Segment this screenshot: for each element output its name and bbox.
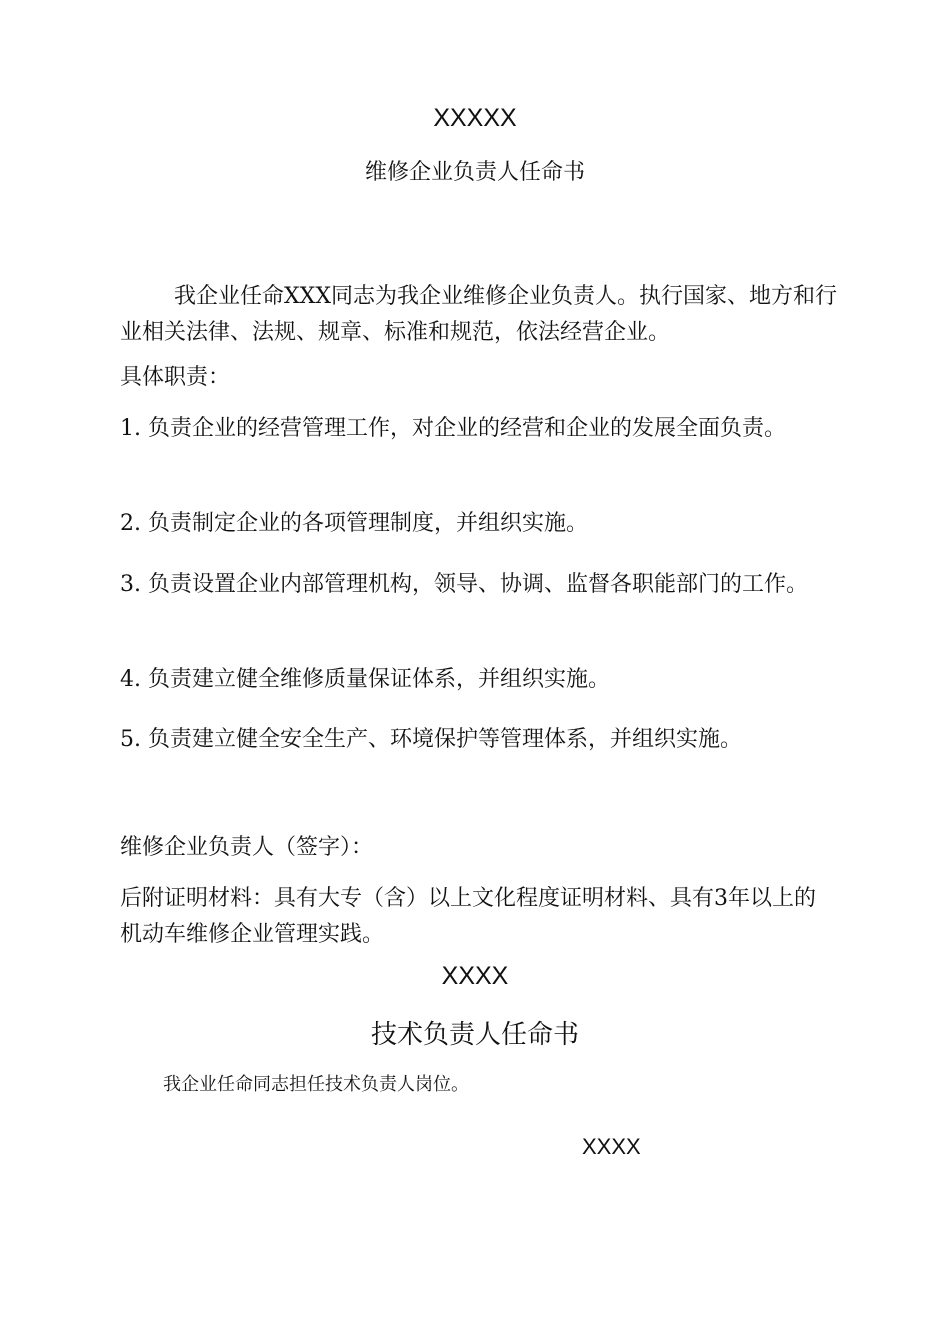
duty-item-5: 5. 负责建立健全安全生产、环境保护等管理体系，并组织实施。: [120, 727, 742, 752]
intro-paragraph: 我企业任命XXX同志为我企业维修企业负责人。执行国家、地方和行业相关法律、法规、规章、标准和规范，依法经营企业。: [120, 284, 837, 345]
appointment-text: 我企业任命同志担任技术负责人岗位。: [163, 1074, 469, 1095]
duty-item-3: 3. 负责设置企业内部管理机构，领导、协调、监督各职能部门的工作。: [120, 572, 808, 597]
footer-org-name: XXXX: [582, 1134, 641, 1159]
signature-line: 维修企业负责人（签字）：: [120, 835, 374, 860]
duty-item-2: 2. 负责制定企业的各项管理制度，并组织实施。: [120, 511, 588, 536]
org-name: XXXXX: [433, 104, 517, 132]
duty-item-1: 1. 负责企业的经营管理工作，对企业的经营和企业的发展全面负责。: [120, 416, 786, 441]
document-title: 维修企业负责人任命书: [364, 160, 585, 185]
org-name-2: XXXX: [441, 962, 509, 990]
duty-item-4: 4. 负责建立健全维修质量保证体系，并组织实施。: [120, 667, 610, 692]
duties-label: 具体职责：: [120, 365, 231, 390]
attachment-note: 后附证明材料：具有大专（含）以上文化程度证明材料、具有3年以上的机动车维修企业管理实践。: [120, 886, 816, 947]
document-title-2: 技术负责人任命书: [370, 1020, 579, 1050]
